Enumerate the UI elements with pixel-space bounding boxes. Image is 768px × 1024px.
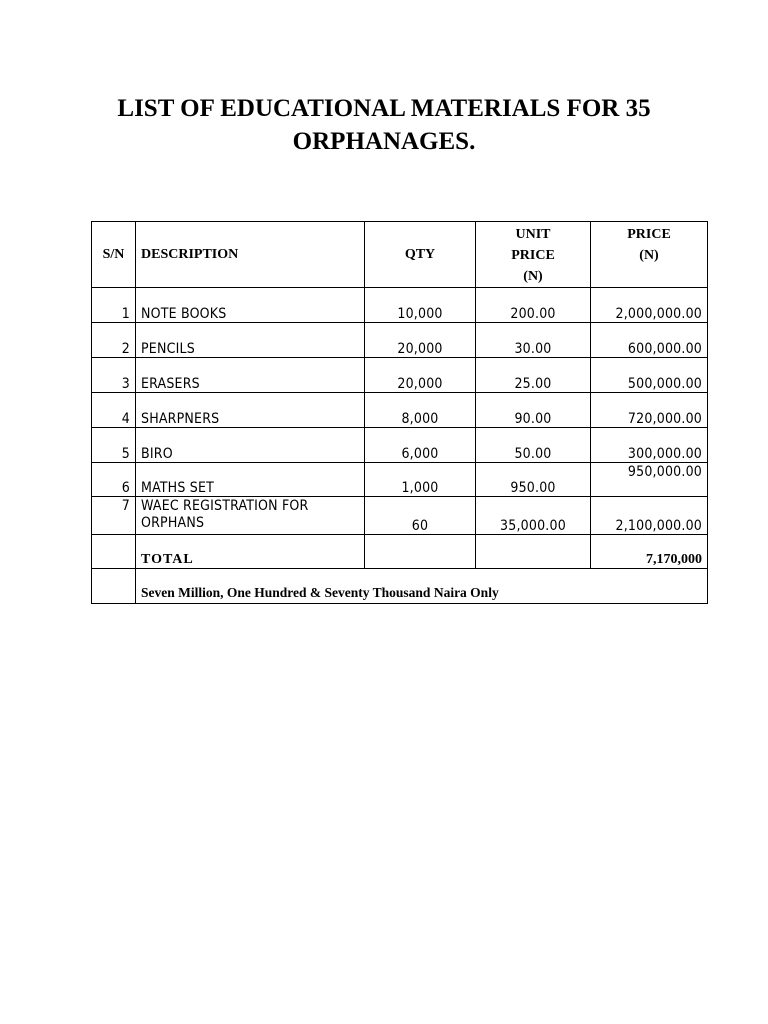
total-sn-cell xyxy=(92,535,136,569)
row-description xyxy=(136,497,365,535)
total-row xyxy=(92,535,708,569)
row-description: ERASERS xyxy=(136,358,365,393)
total-value: 7,170,000 xyxy=(591,535,708,569)
amount-in-words: Seven Million, One Hundred & Seventy Thousand Naira Only xyxy=(136,569,708,604)
row-sn: 1 xyxy=(92,288,136,323)
amount-in-words-row xyxy=(92,569,708,604)
row-sn: 7 xyxy=(92,497,136,535)
table-row xyxy=(92,497,708,535)
row-unit-price: 50.00 xyxy=(476,428,591,463)
row-price: 500,000.00 xyxy=(591,358,708,393)
row-unit-price: 30.00 xyxy=(476,323,591,358)
table-row xyxy=(92,463,708,497)
header-description: DESCRIPTION xyxy=(136,222,365,288)
row-unit-price: 200.00 xyxy=(476,288,591,323)
header-price xyxy=(591,222,708,288)
row-unit-price: 25.00 xyxy=(476,358,591,393)
row-unit-price: 950.00 xyxy=(476,463,591,497)
row-description-line-2: ORPHANS xyxy=(141,515,205,531)
words-sn-cell xyxy=(92,569,136,604)
row-unit-price: 90.00 xyxy=(476,393,591,428)
header-unit-price xyxy=(476,222,591,288)
header-unit-price-line-1: UNIT xyxy=(515,227,551,242)
row-qty: 20,000 xyxy=(365,358,476,393)
row-price: 2,000,000.00 xyxy=(591,288,708,323)
title-line-1: LIST OF EDUCATIONAL MATERIALS FOR 35 xyxy=(117,95,651,122)
table-row xyxy=(92,288,708,323)
title-line-2: ORPHANAGES. xyxy=(292,128,476,155)
header-price-line-2: (N) xyxy=(639,248,659,263)
row-description-line-1: WAEC REGISTRATION FOR xyxy=(141,498,309,514)
row-description: PENCILS xyxy=(136,323,365,358)
row-price: 300,000.00 xyxy=(591,428,708,463)
document-title xyxy=(0,92,768,158)
row-description: MATHS SET xyxy=(136,463,365,497)
table-row xyxy=(92,358,708,393)
row-sn: 2 xyxy=(92,323,136,358)
row-price: 2,100,000.00 xyxy=(591,497,708,535)
row-qty: 10,000 xyxy=(365,288,476,323)
row-qty: 20,000 xyxy=(365,323,476,358)
row-price: 950,000.00 xyxy=(591,463,708,497)
total-unit-price-cell xyxy=(476,535,591,569)
row-unit-price: 35,000.00 xyxy=(476,497,591,535)
row-description: SHARPNERS xyxy=(136,393,365,428)
row-qty: 6,000 xyxy=(365,428,476,463)
header-sn: S/N xyxy=(92,222,136,288)
table-row xyxy=(92,393,708,428)
row-qty: 60 xyxy=(365,497,476,535)
row-qty: 1,000 xyxy=(365,463,476,497)
header-unit-price-line-3: (N) xyxy=(523,269,543,284)
row-sn: 4 xyxy=(92,393,136,428)
row-sn: 3 xyxy=(92,358,136,393)
table-row xyxy=(92,323,708,358)
row-description: NOTE BOOKS xyxy=(136,288,365,323)
total-qty-cell xyxy=(365,535,476,569)
materials-table xyxy=(91,221,708,604)
row-description: BIRO xyxy=(136,428,365,463)
row-sn: 6 xyxy=(92,463,136,497)
row-qty: 8,000 xyxy=(365,393,476,428)
header-qty: QTY xyxy=(365,222,476,288)
header-price-line-1: PRICE xyxy=(627,227,671,242)
table-row xyxy=(92,428,708,463)
total-label: TOTAL xyxy=(136,535,365,569)
row-sn: 5 xyxy=(92,428,136,463)
header-row xyxy=(92,222,708,288)
row-price: 600,000.00 xyxy=(591,323,708,358)
row-price: 720,000.00 xyxy=(591,393,708,428)
header-unit-price-line-2: PRICE xyxy=(511,248,555,263)
